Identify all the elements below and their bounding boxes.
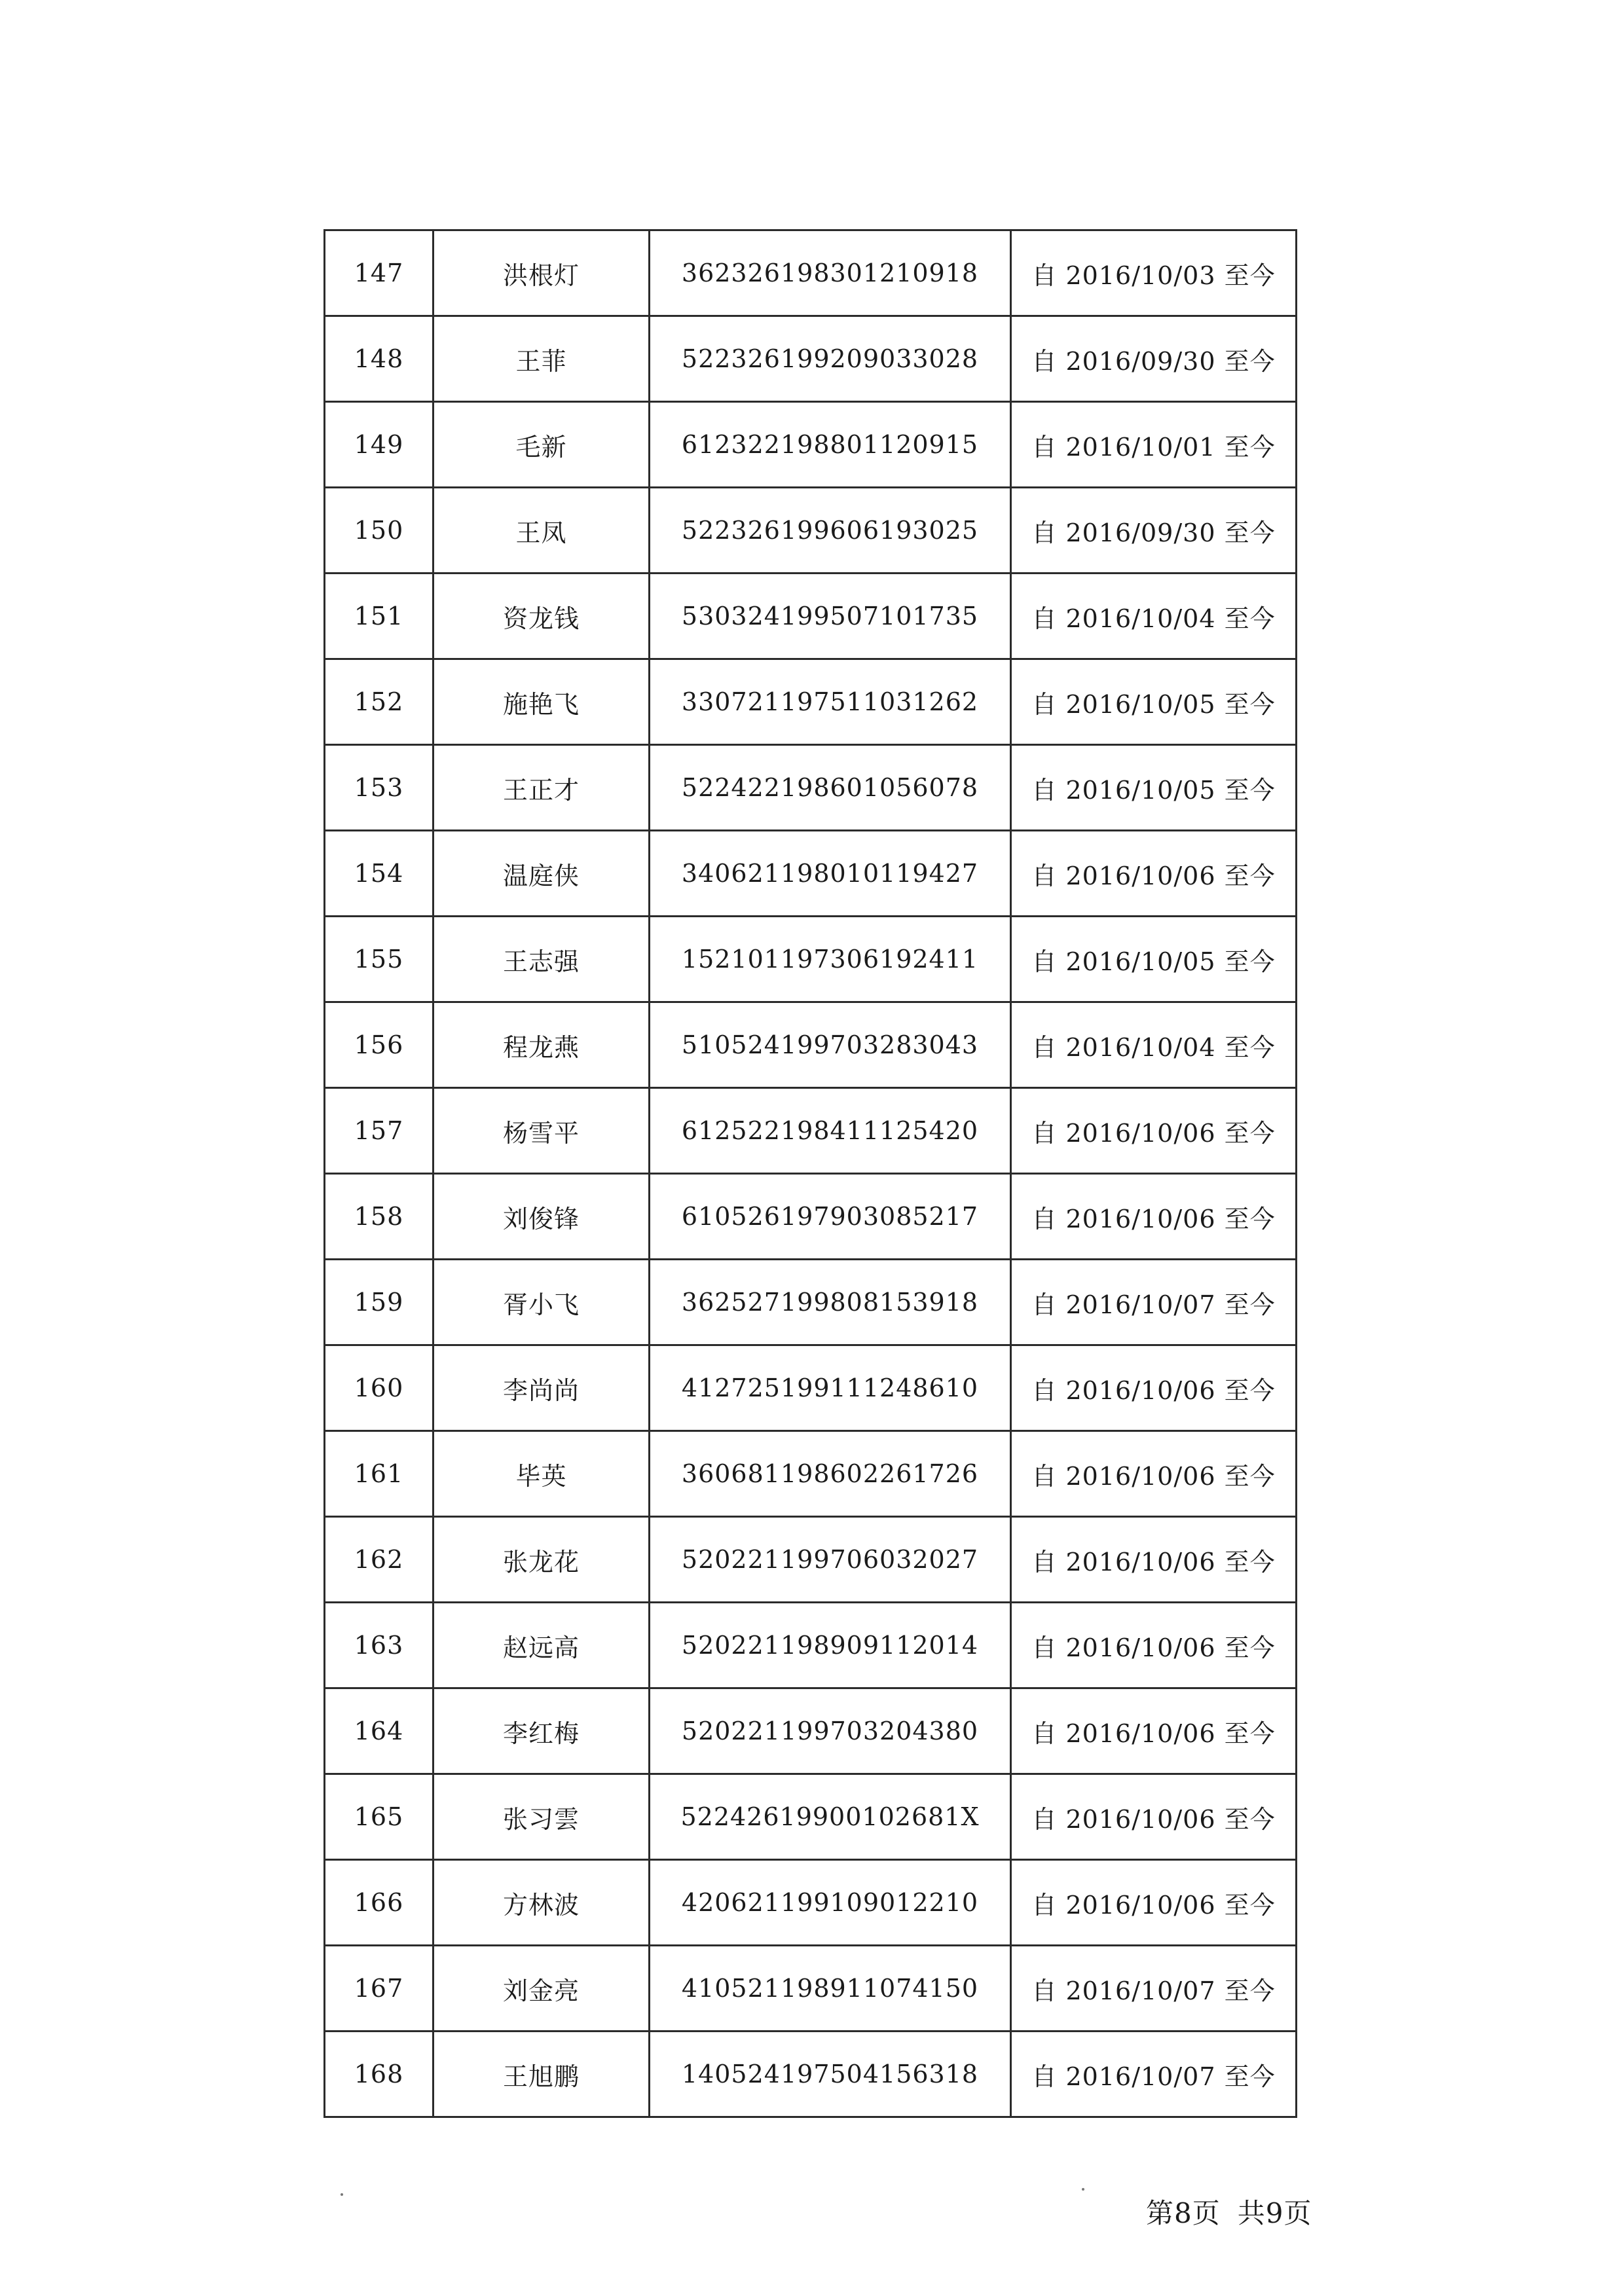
table-row — [325, 1603, 1297, 1688]
table-row — [325, 1260, 1297, 1345]
row-number: 168 — [325, 2032, 434, 2117]
table-row — [325, 1345, 1297, 1431]
id-number: 522326199209033028 — [650, 316, 1011, 402]
period: 自 2016/10/07 至今 — [1011, 1946, 1297, 2032]
period: 自 2016/10/04 至今 — [1011, 1002, 1297, 1088]
period: 自 2016/10/05 至今 — [1011, 917, 1297, 1002]
row-number: 167 — [325, 1946, 434, 2032]
scan-speck — [341, 2193, 343, 2196]
period: 自 2016/10/03 至今 — [1011, 230, 1297, 316]
row-number: 148 — [325, 316, 434, 402]
person-name: 王菲 — [434, 316, 650, 402]
table-row — [325, 1174, 1297, 1260]
table-row — [325, 402, 1297, 488]
table-row — [325, 917, 1297, 1002]
id-number: 612322198801120915 — [650, 402, 1011, 488]
scan-speck — [1082, 2188, 1084, 2191]
period: 自 2016/10/06 至今 — [1011, 1431, 1297, 1517]
id-number: 412725199111248610 — [650, 1345, 1011, 1431]
person-name: 方林波 — [434, 1860, 650, 1946]
period: 自 2016/10/06 至今 — [1011, 1860, 1297, 1946]
period: 自 2016/09/30 至今 — [1011, 316, 1297, 402]
id-number: 340621198010119427 — [650, 831, 1011, 917]
row-number: 164 — [325, 1688, 434, 1774]
id-number: 522326199606193025 — [650, 488, 1011, 574]
row-number: 160 — [325, 1345, 434, 1431]
id-number: 140524197504156318 — [650, 2032, 1011, 2117]
id-number: 410521198911074150 — [650, 1946, 1011, 2032]
row-number: 162 — [325, 1517, 434, 1603]
row-number: 150 — [325, 488, 434, 574]
person-name: 李尚尚 — [434, 1345, 650, 1431]
row-number: 151 — [325, 574, 434, 659]
period: 自 2016/10/06 至今 — [1011, 1603, 1297, 1688]
period: 自 2016/10/05 至今 — [1011, 745, 1297, 831]
id-number: 362326198301210918 — [650, 230, 1011, 316]
table-row — [325, 1860, 1297, 1946]
table-row — [325, 574, 1297, 659]
person-name: 王正才 — [434, 745, 650, 831]
person-name: 刘俊锋 — [434, 1174, 650, 1260]
person-name: 毕英 — [434, 1431, 650, 1517]
period: 自 2016/10/06 至今 — [1011, 1517, 1297, 1603]
row-number: 147 — [325, 230, 434, 316]
table-row — [325, 1946, 1297, 2032]
period: 自 2016/09/30 至今 — [1011, 488, 1297, 574]
table-row — [325, 1688, 1297, 1774]
person-name: 程龙燕 — [434, 1002, 650, 1088]
person-name: 赵远高 — [434, 1603, 650, 1688]
person-name: 王旭鹏 — [434, 2032, 650, 2117]
person-name: 施艳飞 — [434, 659, 650, 745]
row-number: 157 — [325, 1088, 434, 1174]
roster-table — [323, 229, 1297, 2118]
row-number: 158 — [325, 1174, 434, 1260]
id-number: 612522198411125420 — [650, 1088, 1011, 1174]
table-row — [325, 1002, 1297, 1088]
person-name: 资龙钱 — [434, 574, 650, 659]
period: 自 2016/10/07 至今 — [1011, 1260, 1297, 1345]
table-row — [325, 1088, 1297, 1174]
row-number: 163 — [325, 1603, 434, 1688]
id-number: 520221199706032027 — [650, 1517, 1011, 1603]
period: 自 2016/10/06 至今 — [1011, 1688, 1297, 1774]
person-name: 张习雲 — [434, 1774, 650, 1860]
person-name: 杨雪平 — [434, 1088, 650, 1174]
table-row — [325, 2032, 1297, 2117]
row-number: 149 — [325, 402, 434, 488]
person-name: 洪根灯 — [434, 230, 650, 316]
page-footer — [1146, 2192, 1312, 2231]
row-number: 154 — [325, 831, 434, 917]
person-name: 毛新 — [434, 402, 650, 488]
id-number: 522422198601056078 — [650, 745, 1011, 831]
table-row — [325, 316, 1297, 402]
period: 自 2016/10/06 至今 — [1011, 1774, 1297, 1860]
row-number: 155 — [325, 917, 434, 1002]
period: 自 2016/10/06 至今 — [1011, 1345, 1297, 1431]
row-number: 166 — [325, 1860, 434, 1946]
id-number: 610526197903085217 — [650, 1174, 1011, 1260]
period: 自 2016/10/04 至今 — [1011, 574, 1297, 659]
id-number: 330721197511031262 — [650, 659, 1011, 745]
id-number: 510524199703283043 — [650, 1002, 1011, 1088]
id-number: 520221198909112014 — [650, 1603, 1011, 1688]
id-number: 362527199808153918 — [650, 1260, 1011, 1345]
period: 自 2016/10/06 至今 — [1011, 1174, 1297, 1260]
person-name: 刘金亮 — [434, 1946, 650, 2032]
table-row — [325, 488, 1297, 574]
person-name: 温庭侠 — [434, 831, 650, 917]
row-number: 161 — [325, 1431, 434, 1517]
period: 自 2016/10/07 至今 — [1011, 2032, 1297, 2117]
table-row — [325, 1774, 1297, 1860]
person-name: 张龙花 — [434, 1517, 650, 1603]
table-row — [325, 1431, 1297, 1517]
table-row — [325, 1517, 1297, 1603]
person-name: 胥小飞 — [434, 1260, 650, 1345]
period: 自 2016/10/06 至今 — [1011, 831, 1297, 917]
period: 自 2016/10/05 至今 — [1011, 659, 1297, 745]
page-total: 共9页 — [1237, 2197, 1312, 2229]
id-number: 420621199109012210 — [650, 1860, 1011, 1946]
person-name: 李红梅 — [434, 1688, 650, 1774]
id-number: 520221199703204380 — [650, 1688, 1011, 1774]
id-number: 52242619900102681X — [650, 1774, 1011, 1860]
table-row — [325, 230, 1297, 316]
roster-body — [325, 230, 1297, 2117]
person-name: 王凤 — [434, 488, 650, 574]
table-row — [325, 745, 1297, 831]
row-number: 159 — [325, 1260, 434, 1345]
row-number: 152 — [325, 659, 434, 745]
period: 自 2016/10/01 至今 — [1011, 402, 1297, 488]
table-row — [325, 659, 1297, 745]
id-number: 530324199507101735 — [650, 574, 1011, 659]
row-number: 165 — [325, 1774, 434, 1860]
period: 自 2016/10/06 至今 — [1011, 1088, 1297, 1174]
page-number: 第8页 — [1146, 2197, 1221, 2229]
row-number: 156 — [325, 1002, 434, 1088]
person-name: 王志强 — [434, 917, 650, 1002]
row-number: 153 — [325, 745, 434, 831]
id-number: 152101197306192411 — [650, 917, 1011, 1002]
id-number: 360681198602261726 — [650, 1431, 1011, 1517]
table-row — [325, 831, 1297, 917]
